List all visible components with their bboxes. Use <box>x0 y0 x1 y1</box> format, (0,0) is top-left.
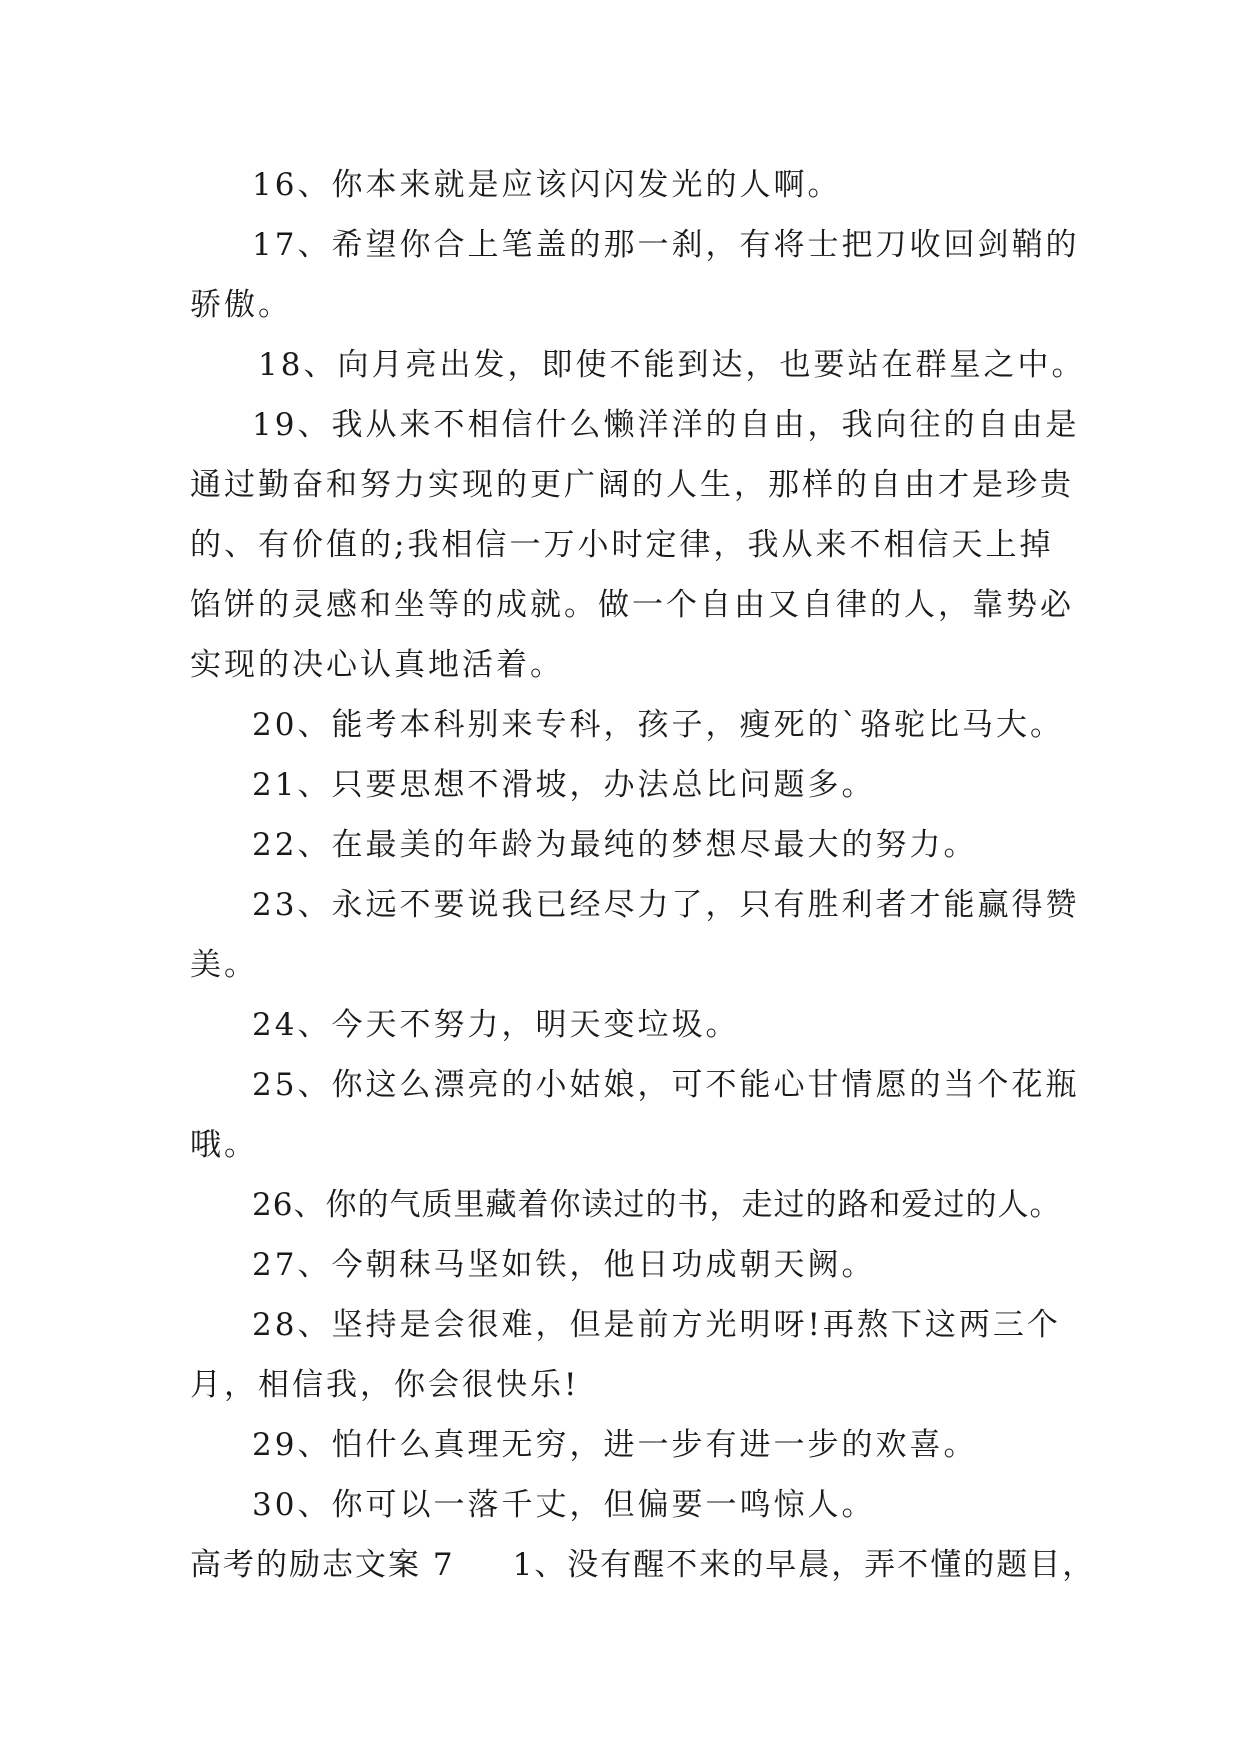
paragraph-line: 馅饼的灵感和坐等的成就。做一个自由又自律的人，靠势必 <box>190 587 1074 623</box>
paragraph-line: 20、能考本科别来专科，孩子，瘦死的`骆驼比马大。 <box>252 707 1064 743</box>
paragraph-line: 30、你可以一落千丈，但偏要一鸣惊人。 <box>252 1487 876 1523</box>
paragraph-line: 27、今朝秣马坚如铁，他日功成朝天阙。 <box>252 1247 876 1283</box>
paragraph-line: 25、你这么漂亮的小姑娘，可不能心甘情愿的当个花瓶 <box>252 1067 1080 1103</box>
paragraph-line: 通过勤奋和努力实现的更广阔的人生，那样的自由才是珍贵 <box>190 467 1074 503</box>
section-first-item: 1、没有醒不来的早晨，弄不懂的题目， <box>512 1547 1096 1583</box>
paragraph-line: 24、今天不努力，明天变垃圾。 <box>252 1007 740 1043</box>
paragraph-line: 29、怕什么真理无穷，进一步有进一步的欢喜。 <box>252 1427 978 1463</box>
paragraph-line: 月，相信我，你会很快乐! <box>190 1367 580 1403</box>
section-heading-line <box>190 1545 1095 1585</box>
paragraph-line: 19、我从来不相信什么懒洋洋的自由，我向往的自由是 <box>252 407 1080 443</box>
paragraph-line: 美。 <box>190 947 258 983</box>
paragraph-line: 实现的决心认真地活着。 <box>190 647 564 683</box>
paragraph-line: 26、你的气质里藏着你读过的书，走过的路和爱过的人。 <box>252 1187 1062 1223</box>
paragraph-line: 的、有价值的;我相信一万小时定律，我从来不相信天上掉 <box>190 527 1054 563</box>
paragraph-line: 16、你本来就是应该闪闪发光的人啊。 <box>252 167 842 203</box>
paragraph-line: 17、希望你合上笔盖的那一刹，有将士把刀收回剑鞘的 <box>252 227 1080 263</box>
paragraph-line: 22、在最美的年龄为最纯的梦想尽最大的努力。 <box>252 827 978 863</box>
paragraph-line: 28、坚持是会很难，但是前方光明呀!再熬下这两三个 <box>252 1307 1061 1343</box>
paragraph-line: 哦。 <box>190 1127 258 1163</box>
section-title: 高考的励志文案 7 <box>190 1547 455 1583</box>
paragraph-line: 21、只要思想不滑坡，办法总比问题多。 <box>252 767 876 803</box>
paragraph-line: 18、向月亮出发，即使不能到达，也要站在群星之中。 <box>258 347 1086 383</box>
paragraph-line: 骄傲。 <box>190 287 292 323</box>
paragraph-line: 23、永远不要说我已经尽力了，只有胜利者才能赢得赞 <box>252 887 1080 923</box>
